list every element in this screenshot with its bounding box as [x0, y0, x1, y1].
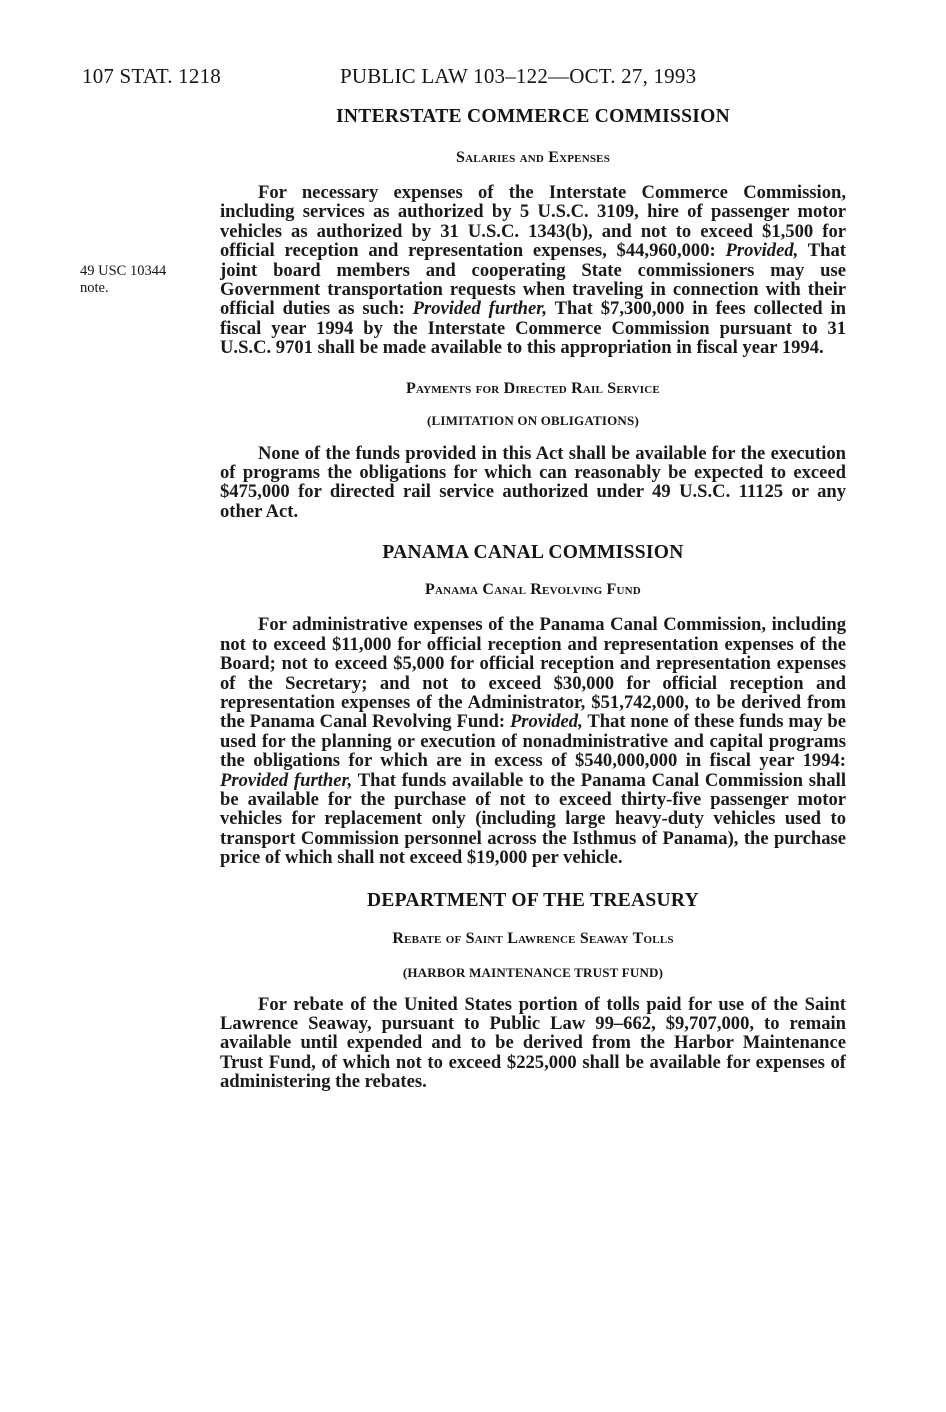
- salaries-heading: Salaries and Expenses: [455, 149, 611, 166]
- rail-service-heading: Payments for Directed Rail Service: [406, 379, 660, 397]
- margin-note: [80, 263, 166, 297]
- stat-citation: 107 STAT. 1218: [82, 64, 221, 88]
- margin-note-citation: 49 USC 10344: [80, 263, 167, 279]
- rebate-heading: Rebate of Saint Lawrence Seaway Tolls: [392, 929, 674, 947]
- rail-service-paragraph: None of the funds provided in this Act shall be available for the execution of programs the obligations for which can reasonably be expected to exceed $475,000 for directed rail service authorized under 49 U.S.C. 11125 or any other Act.: [220, 442, 846, 522]
- panama-heading: PANAMA CANAL COMMISSION: [382, 542, 684, 564]
- law-title: PUBLIC LAW 103–122—OCT. 27, 1993: [340, 64, 697, 88]
- revolving-fund-heading: Panama Canal Revolving Fund: [425, 581, 641, 599]
- treasury-heading: DEPARTMENT OF THE TREASURY: [366, 889, 700, 911]
- rebate-paragraph: For rebate of the United States portion of tolls paid for use of the Saint Lawrence Seaway, pursuant to Public Law 99–662, $9,707,000, to remain available until expended and to be derived from the Harbor Maintenance Trust Fund, of which not to exceed $225,000 shall be available for expenses of administering the rebates.: [220, 993, 846, 1093]
- revolving-fund-paragraph: For administrative expenses of the Panama Canal Commission, including not to exceed $11,000 for official reception and representation expenses of the Board; not to exceed $5,000 for official reception and representation expenses of the Secretary; and not to exceed $30,000 for official reception and representation expenses of the Administrator, $51,742,000, to be derived from the Panama Canal Revolving Fund: Provided, That none of these funds may be used for the planning or execution of nonadministrative and capital programs the obligations for which are in excess of $540,000,000 in fiscal year 1994: Provided further, That funds available to the Panama Canal Commission shall be available for the purchase of not to exceed thirty-five passenger motor vehicles for replacement only (including large heavy-duty vehicles used to transport Commission personnel across the Isthmus of Panama), the purchase price of which shall not exceed $19,000 per vehicle.: [220, 614, 846, 869]
- salaries-paragraph: For necessary expenses of the Interstate Commerce Commission, including services as authorized by 5 U.S.C. 3109, hire of passenger motor vehicles as authorized by 31 U.S.C. 1343(b), and not to exceed $1,500 for official reception and representation expenses, $44,960,000: Provided, That joint board members and cooperating State commissioners may use Government transportation requests when traveling in connection with their official duties as such: Provided further, That $7,300,000 in fees collected in fiscal year 1994 by the Interstate Commerce Commission pursuant to 31 U.S.C. 9701 shall be made available to this appropriation in fiscal year 1994.: [220, 182, 847, 359]
- main-content: [220, 106, 846, 1092]
- rail-service-subheading: (LIMITATION ON OBLIGATIONS): [427, 412, 639, 428]
- rebate-subheading: (HARBOR MAINTENANCE TRUST FUND): [402, 964, 664, 980]
- icc-heading: INTERSTATE COMMERCE COMMISSION: [336, 106, 730, 127]
- margin-note-label: note.: [80, 280, 109, 296]
